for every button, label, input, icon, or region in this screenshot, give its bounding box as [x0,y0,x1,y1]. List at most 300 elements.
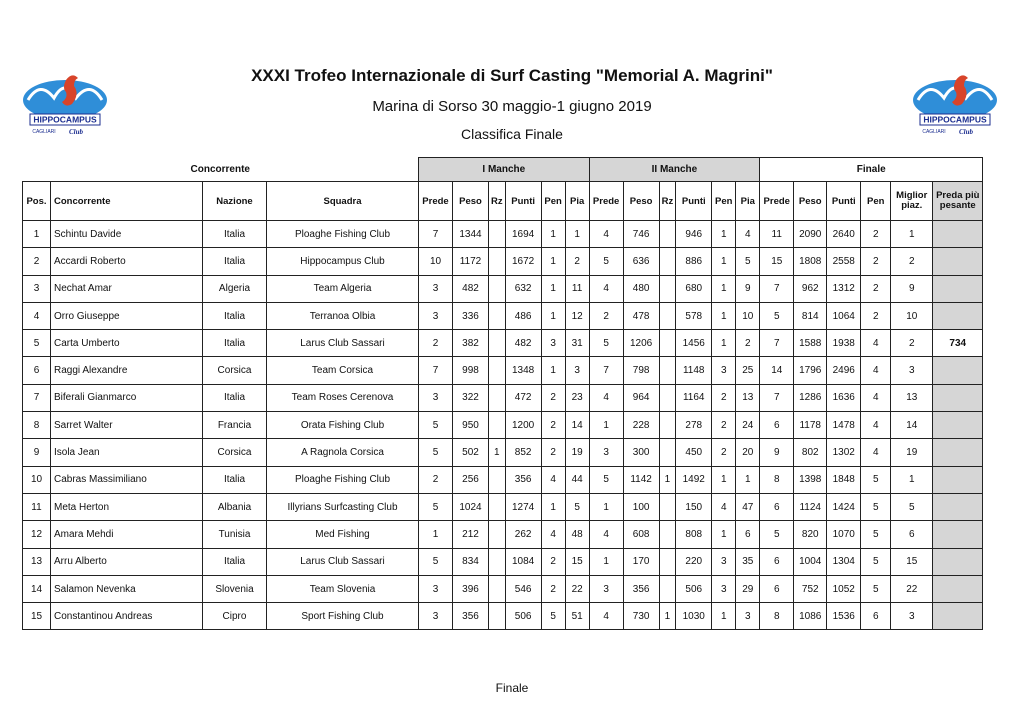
cell-nazione: Italia [203,248,267,275]
cell-m2-peso: 300 [623,439,659,466]
cell-m1-punti: 506 [505,603,541,630]
cell-m2-rz [659,330,676,357]
cell-nazione: Italia [203,384,267,411]
cell-f-punti: 1424 [827,493,861,520]
cell-m2-rz [659,493,676,520]
cell-m1-prede: 1 [419,521,453,548]
cell-m2-peso: 746 [623,221,659,248]
cell-f-peso: 820 [794,521,827,548]
cell-f-prede: 9 [760,439,794,466]
cell-f-peso: 2090 [794,221,827,248]
cell-f-preda [933,275,983,302]
cell-f-punti: 1636 [827,384,861,411]
cell-m1-pen: 1 [541,248,565,275]
cell-m2-punti: 808 [676,521,712,548]
cell-m2-pia: 6 [736,521,760,548]
cell-f-miglior: 6 [891,521,933,548]
cell-f-punti: 2558 [827,248,861,275]
col-f-punti: Punti [827,182,861,221]
cell-nazione: Italia [203,466,267,493]
cell-m2-prede: 1 [589,412,623,439]
cell-m1-punti: 472 [505,384,541,411]
cell-m1-pia: 31 [565,330,589,357]
col-m1-peso: Peso [453,182,489,221]
cell-m2-pen: 1 [712,302,736,329]
cell-f-miglior: 10 [891,302,933,329]
cell-m2-prede: 5 [589,248,623,275]
cell-f-miglior: 9 [891,275,933,302]
cell-m1-pen: 1 [541,493,565,520]
cell-m1-punti: 1084 [505,548,541,575]
cell-m2-pia: 13 [736,384,760,411]
cell-m1-pia: 12 [565,302,589,329]
cell-m1-pia: 14 [565,412,589,439]
cell-f-preda [933,221,983,248]
cell-m2-prede: 4 [589,221,623,248]
cell-m1-prede: 5 [419,439,453,466]
cell-m2-peso: 356 [623,575,659,602]
cell-f-peso: 1178 [794,412,827,439]
cell-squadra: Team Slovenia [267,575,419,602]
group-manche-2: II Manche [589,158,760,182]
cell-f-pen: 4 [861,330,891,357]
cell-f-pen: 5 [861,548,891,575]
cell-pos: 9 [23,439,51,466]
table-row [23,302,983,329]
cell-m1-rz [489,384,506,411]
col-f-miglior: Miglior piaz. [891,182,933,221]
cell-pos: 3 [23,275,51,302]
cell-f-prede: 14 [760,357,794,384]
cell-concorrente: Constantinou Andreas [51,603,203,630]
cell-m1-punti: 1694 [505,221,541,248]
cell-f-pen: 2 [861,221,891,248]
cell-m2-pia: 47 [736,493,760,520]
cell-f-preda [933,248,983,275]
cell-nazione: Italia [203,330,267,357]
cell-f-prede: 6 [760,575,794,602]
cell-m1-prede: 3 [419,603,453,630]
cell-m1-prede: 5 [419,493,453,520]
cell-f-peso: 1796 [794,357,827,384]
cell-m1-pia: 1 [565,221,589,248]
cell-m2-rz [659,275,676,302]
cell-f-peso: 1398 [794,466,827,493]
cell-m1-peso: 502 [453,439,489,466]
table-row [23,575,983,602]
cell-squadra: Larus Club Sassari [267,330,419,357]
cell-m2-peso: 1142 [623,466,659,493]
cell-concorrente: Nechat Amar [51,275,203,302]
cell-m1-prede: 2 [419,466,453,493]
cell-pos: 4 [23,302,51,329]
cell-m1-pia: 11 [565,275,589,302]
cell-m2-pia: 5 [736,248,760,275]
cell-m2-punti: 1148 [676,357,712,384]
cell-f-prede: 5 [760,521,794,548]
cell-f-peso: 1004 [794,548,827,575]
cell-m1-peso: 1172 [453,248,489,275]
cell-m2-pen: 1 [712,521,736,548]
cell-f-preda [933,439,983,466]
cell-pos: 10 [23,466,51,493]
cell-f-preda [933,357,983,384]
cell-f-peso: 1286 [794,384,827,411]
cell-m2-prede: 7 [589,357,623,384]
cell-squadra: Orata Fishing Club [267,412,419,439]
cell-m2-punti: 1164 [676,384,712,411]
cell-m1-prede: 3 [419,275,453,302]
cell-m2-peso: 480 [623,275,659,302]
cell-nazione: Corsica [203,357,267,384]
svg-text:CAGLIARI: CAGLIARI [922,129,946,135]
cell-m1-peso: 1344 [453,221,489,248]
event-subtitle: Marina di Sorso 30 maggio-1 giugno 2019 [372,98,652,115]
cell-m2-rz [659,548,676,575]
cell-m2-punti: 450 [676,439,712,466]
cell-squadra: A Ragnola Corsica [267,439,419,466]
cell-f-miglior: 14 [891,412,933,439]
cell-f-preda [933,603,983,630]
cell-concorrente: Amara Mehdi [51,521,203,548]
col-m1-pen: Pen [541,182,565,221]
cell-f-pen: 2 [861,275,891,302]
cell-m1-peso: 950 [453,412,489,439]
cell-m2-peso: 228 [623,412,659,439]
cell-m1-pen: 1 [541,302,565,329]
cell-pos: 2 [23,248,51,275]
cell-m1-punti: 1274 [505,493,541,520]
cell-m2-punti: 578 [676,302,712,329]
cell-squadra: Ploaghe Fishing Club [267,221,419,248]
cell-m2-pia: 10 [736,302,760,329]
page-title: XXXI Trofeo Internazionale di Surf Casting "Memorial A. Magrini" [251,66,773,85]
cell-m1-punti: 546 [505,575,541,602]
cell-m1-prede: 5 [419,412,453,439]
cell-m1-pia: 19 [565,439,589,466]
col-m1-punti: Punti [505,182,541,221]
cell-m1-pen: 1 [541,275,565,302]
cell-m2-rz: 1 [659,466,676,493]
hippocampus-logo-right [910,70,1000,138]
cell-m2-pia: 9 [736,275,760,302]
cell-f-punti: 1070 [827,521,861,548]
cell-m2-rz [659,412,676,439]
cell-m2-rz [659,384,676,411]
cell-m2-rz [659,248,676,275]
col-m2-pia: Pia [736,182,760,221]
cell-m1-pia: 2 [565,248,589,275]
cell-squadra: Sport Fishing Club [267,603,419,630]
cell-m1-rz [489,466,506,493]
cell-f-peso: 1124 [794,493,827,520]
cell-concorrente: Salamon Nevenka [51,575,203,602]
cell-m2-prede: 5 [589,466,623,493]
cell-f-prede: 7 [760,275,794,302]
cell-m1-pen: 3 [541,330,565,357]
cell-squadra: Ploaghe Fishing Club [267,466,419,493]
cell-m2-pia: 24 [736,412,760,439]
cell-f-prede: 7 [760,330,794,357]
cell-f-peso: 1086 [794,603,827,630]
cell-m1-pen: 2 [541,412,565,439]
cell-m1-rz [489,302,506,329]
cell-f-pen: 5 [861,521,891,548]
cell-m1-pen: 5 [541,603,565,630]
table-row [23,466,983,493]
cell-m1-rz [489,412,506,439]
cell-m1-peso: 834 [453,548,489,575]
cell-m2-pen: 3 [712,548,736,575]
cell-m1-pia: 3 [565,357,589,384]
cell-m2-rz [659,575,676,602]
cell-m2-pen: 1 [712,221,736,248]
cell-f-prede: 11 [760,221,794,248]
cell-m2-peso: 636 [623,248,659,275]
cell-m2-pen: 1 [712,330,736,357]
cell-f-punti: 1302 [827,439,861,466]
cell-f-miglior: 3 [891,357,933,384]
cell-m2-peso: 1206 [623,330,659,357]
cell-m2-pen: 3 [712,575,736,602]
cell-f-miglior: 5 [891,493,933,520]
cell-f-preda [933,493,983,520]
cell-m1-prede: 3 [419,302,453,329]
cell-f-pen: 4 [861,439,891,466]
cell-nazione: Corsica [203,439,267,466]
cell-f-prede: 6 [760,412,794,439]
cell-m2-pia: 35 [736,548,760,575]
table-row [23,275,983,302]
cell-f-pen: 5 [861,493,891,520]
cell-f-punti: 2640 [827,221,861,248]
cell-nazione: Italia [203,302,267,329]
cell-nazione: Italia [203,548,267,575]
cell-f-preda [933,412,983,439]
cell-f-punti: 1938 [827,330,861,357]
cell-concorrente: Raggi Alexandre [51,357,203,384]
cell-nazione: Slovenia [203,575,267,602]
cell-m2-prede: 4 [589,521,623,548]
cell-pos: 11 [23,493,51,520]
group-header-row [23,158,983,182]
cell-concorrente: Schintu Davide [51,221,203,248]
cell-f-prede: 8 [760,603,794,630]
cell-concorrente: Accardi Roberto [51,248,203,275]
cell-f-miglior: 19 [891,439,933,466]
cell-m1-peso: 336 [453,302,489,329]
cell-m1-punti: 262 [505,521,541,548]
cell-m1-peso: 256 [453,466,489,493]
cell-m1-rz [489,521,506,548]
col-m1-prede: Prede [419,182,453,221]
cell-squadra: Team Algeria [267,275,419,302]
cell-m2-punti: 680 [676,275,712,302]
col-f-peso: Peso [794,182,827,221]
col-m2-pen: Pen [712,182,736,221]
cell-m2-prede: 3 [589,575,623,602]
cell-m2-pen: 2 [712,384,736,411]
hippocampus-logo-left [20,70,110,138]
cell-f-pen: 4 [861,412,891,439]
cell-f-miglior: 1 [891,221,933,248]
cell-m1-rz [489,357,506,384]
cell-pos: 15 [23,603,51,630]
cell-f-pen: 5 [861,466,891,493]
cell-f-miglior: 3 [891,603,933,630]
cell-nazione: Albania [203,493,267,520]
cell-m1-pen: 2 [541,384,565,411]
cell-m1-pen: 2 [541,439,565,466]
cell-pos: 12 [23,521,51,548]
col-squadra: Squadra [267,182,419,221]
cell-m2-punti: 220 [676,548,712,575]
col-m2-prede: Prede [589,182,623,221]
table-row [23,603,983,630]
cell-f-prede: 6 [760,548,794,575]
ranking-subtitle: Classifica Finale [461,126,563,142]
results-table [22,157,983,630]
cell-m2-punti: 886 [676,248,712,275]
cell-m2-pia: 2 [736,330,760,357]
cell-m2-punti: 150 [676,493,712,520]
cell-m2-pen: 1 [712,603,736,630]
cell-m2-prede: 4 [589,275,623,302]
cell-f-pen: 2 [861,248,891,275]
cell-m2-rz: 1 [659,603,676,630]
cell-m1-pia: 23 [565,384,589,411]
cell-f-punti: 1312 [827,275,861,302]
cell-m1-prede: 10 [419,248,453,275]
cell-f-prede: 6 [760,493,794,520]
cell-m2-peso: 478 [623,302,659,329]
cell-m2-pia: 20 [736,439,760,466]
cell-m1-pia: 22 [565,575,589,602]
cell-nazione: Algeria [203,275,267,302]
cell-f-prede: 8 [760,466,794,493]
cell-m2-pia: 4 [736,221,760,248]
cell-m2-pen: 1 [712,248,736,275]
cell-m2-prede: 3 [589,439,623,466]
cell-m2-prede: 4 [589,384,623,411]
col-m2-rz: Rz [659,182,676,221]
cell-f-punti: 1536 [827,603,861,630]
cell-m2-rz [659,521,676,548]
svg-text:HIPPOCAMPUS: HIPPOCAMPUS [33,114,97,125]
cell-m2-pen: 1 [712,275,736,302]
cell-m1-peso: 212 [453,521,489,548]
cell-squadra: Team Corsica [267,357,419,384]
cell-f-preda [933,521,983,548]
table-row [23,221,983,248]
cell-f-miglior: 22 [891,575,933,602]
cell-f-punti: 1848 [827,466,861,493]
cell-f-peso: 962 [794,275,827,302]
cell-concorrente: Orro Giuseppe [51,302,203,329]
cell-m1-peso: 382 [453,330,489,357]
cell-f-preda [933,575,983,602]
cell-m1-pia: 15 [565,548,589,575]
cell-m2-pen: 4 [712,493,736,520]
cell-m2-rz [659,221,676,248]
cell-m2-pia: 25 [736,357,760,384]
cell-m1-pen: 1 [541,221,565,248]
cell-m1-pen: 2 [541,548,565,575]
cell-nazione: Italia [203,221,267,248]
group-manche-1: I Manche [419,158,590,182]
cell-f-pen: 4 [861,384,891,411]
cell-m2-punti: 278 [676,412,712,439]
cell-nazione: Cipro [203,603,267,630]
cell-f-miglior: 2 [891,248,933,275]
cell-m1-pia: 48 [565,521,589,548]
cell-f-punti: 1064 [827,302,861,329]
column-header-row [23,182,983,221]
cell-squadra: Med Fishing [267,521,419,548]
cell-squadra: Larus Club Sassari [267,548,419,575]
table-row [23,493,983,520]
cell-f-miglior: 13 [891,384,933,411]
table-row [23,412,983,439]
table-row [23,384,983,411]
cell-m2-prede: 4 [589,603,623,630]
col-m2-peso: Peso [623,182,659,221]
results-body [23,221,983,630]
svg-text:Club: Club [68,128,84,136]
col-f-pen: Pen [861,182,891,221]
cell-m1-prede: 3 [419,384,453,411]
cell-concorrente: Meta Herton [51,493,203,520]
cell-f-prede: 7 [760,384,794,411]
cell-f-preda [933,302,983,329]
cell-m1-prede: 7 [419,221,453,248]
cell-pos: 8 [23,412,51,439]
cell-f-punti: 1304 [827,548,861,575]
table-row [23,330,983,357]
cell-f-punti: 1478 [827,412,861,439]
cell-m2-rz [659,302,676,329]
cell-m1-peso: 322 [453,384,489,411]
group-finale: Finale [760,158,983,182]
cell-m1-pia: 51 [565,603,589,630]
cell-m2-pia: 29 [736,575,760,602]
cell-f-pen: 5 [861,575,891,602]
cell-m1-punti: 482 [505,330,541,357]
cell-pos: 6 [23,357,51,384]
table-row [23,439,983,466]
cell-pos: 13 [23,548,51,575]
cell-m1-rz [489,493,506,520]
col-f-prede: Prede [760,182,794,221]
cell-m1-pen: 4 [541,466,565,493]
cell-f-preda: 734 [933,330,983,357]
cell-m1-pia: 44 [565,466,589,493]
cell-m2-peso: 608 [623,521,659,548]
cell-f-miglior: 2 [891,330,933,357]
svg-text:CAGLIARI: CAGLIARI [32,129,56,135]
cell-m2-punti: 1030 [676,603,712,630]
cell-m1-rz: 1 [489,439,506,466]
cell-m1-rz [489,603,506,630]
cell-pos: 14 [23,575,51,602]
cell-m2-pen: 2 [712,439,736,466]
cell-m2-pen: 1 [712,466,736,493]
cell-m2-prede: 1 [589,548,623,575]
cell-m2-prede: 1 [589,493,623,520]
cell-pos: 1 [23,221,51,248]
cell-f-peso: 802 [794,439,827,466]
col-f-preda: Preda più pesante [933,182,983,221]
